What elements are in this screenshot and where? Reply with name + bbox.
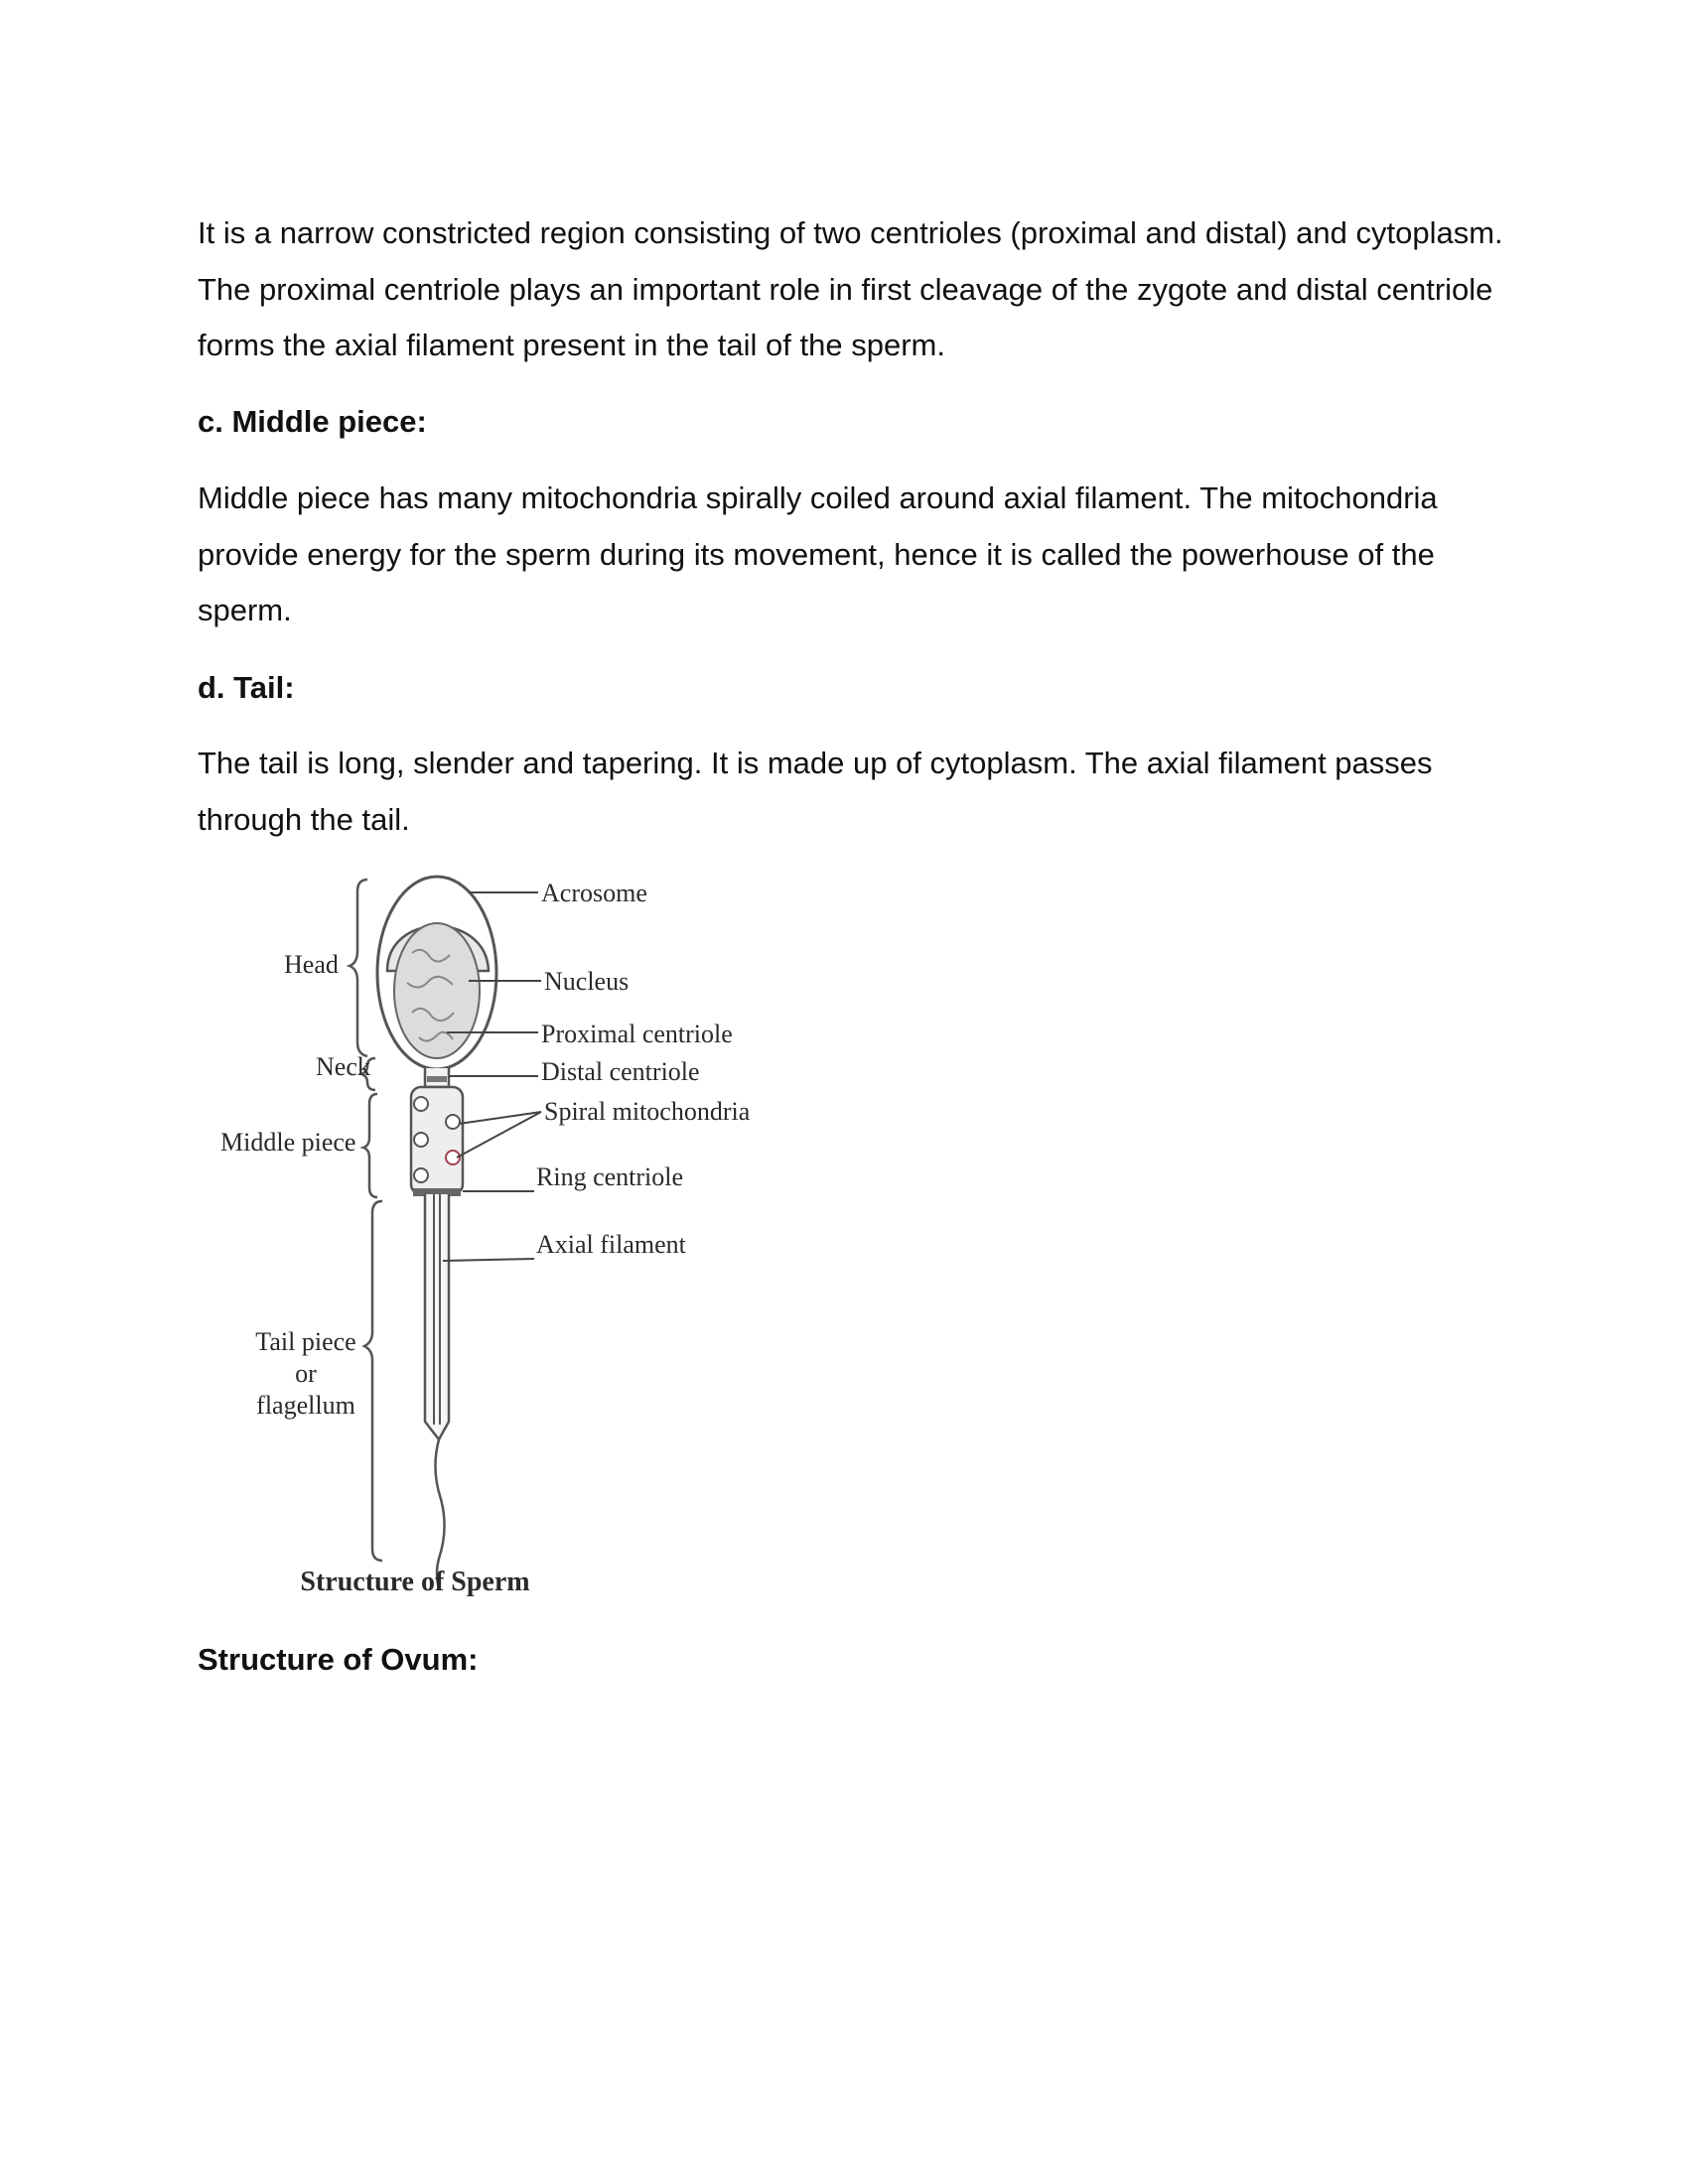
tail-description: The tail is long, slender and tapering. It is made up of cytoplasm. The axial filament passes through the tail. [198,746,1433,837]
middle-piece-description: Middle piece has many mitochondria spirally coiled around axial filament. The mitochondria provide energy for the sperm during its movement, hence it is called the powerhouse of the sperm. [198,480,1438,627]
label-tail-line2: or [295,1359,317,1388]
neck-description: It is a narrow constricted region consisting of two centrioles (proximal and distal) and cytoplasm. The proximal centriole plays an important role in first cleavage of the zygote and distal centriole forms the axial filament present in the tail of the sperm. [198,215,1503,362]
label-neck: Neck [316,1052,370,1081]
label-distal-centriole: Distal centriole [541,1057,700,1086]
label-tail-line1: Tail piece [255,1327,356,1356]
nucleus-shape [394,923,480,1058]
middle-piece-heading: c. Middle piece: [198,404,427,439]
tail-heading: d. Tail: [198,670,295,705]
label-ring-centriole: Ring centriole [536,1162,684,1191]
tail-shape [425,1194,449,1439]
tail-bracket [364,1201,382,1561]
label-nucleus: Nucleus [544,967,630,996]
label-proximal-centriole: Proximal centriole [541,1020,733,1048]
head-bracket [350,880,367,1056]
label-tail-line3: flagellum [256,1391,355,1420]
label-spiral-mitochondria: Spiral mitochondria [544,1097,751,1126]
label-middle-piece: Middle piece [220,1128,356,1157]
sperm-structure-diagram [209,874,804,1628]
figure-caption: Structure of Sperm [300,1567,530,1597]
middle-bracket [363,1094,377,1197]
label-axial-filament: Axial filament [536,1230,686,1259]
ovum-heading: Structure of Ovum: [198,1642,479,1677]
label-acrosome: Acrosome [541,879,647,907]
label-head: Head [284,950,339,979]
